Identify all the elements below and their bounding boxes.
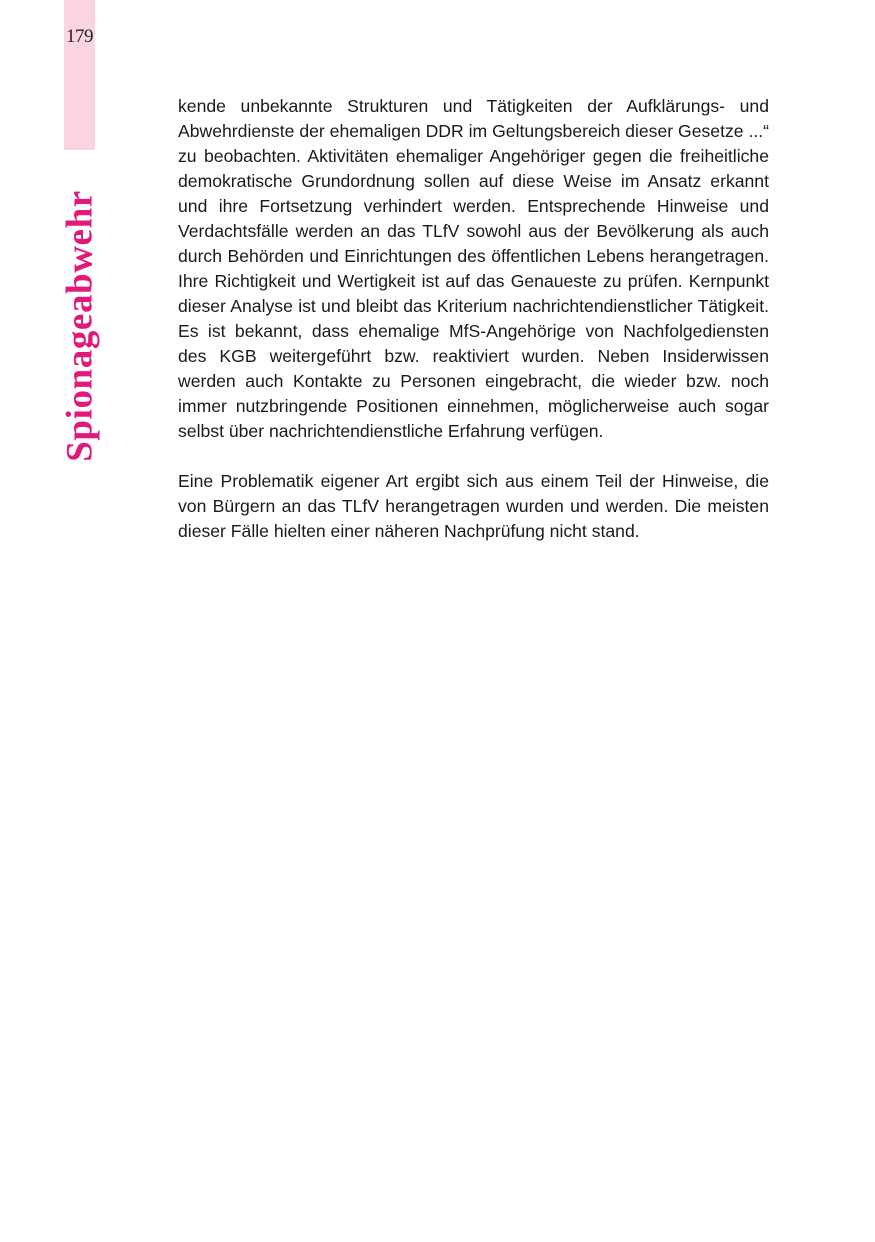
paragraph: kende unbekannte Strukturen und Tätigkeiten der Aufklärungs- und Abwehrdienste der ehemaligen DDR im Geltungsbereich dieser Gesetze ...“ zu beobachten. Aktivitäten ehemaliger Angehöriger gegen die freiheitliche demokratische Grundordnung sollen auf diese Weise im Ansatz erkannt und ihre Fortsetzung verhindert werden. Entsprechende Hinweise und Verdachtsfälle werden an das TLfV sowohl aus der Bevölkerung als auch durch Behörden und Einrichtungen des öffentlichen Lebens herangetragen. Ihre Richtigkeit und Wertigkeit ist auf das Genaueste zu prüfen. Kernpunkt dieser Analyse ist und bleibt das Kriterium nachrichtendienstlicher Tätigkeit. Es ist bekannt, dass ehemalige MfS-Angehörige von Nachfolgediensten des KGB weitergeführt bzw. reaktiviert wurden. Neben Insiderwissen werden auch Kontakte zu Personen eingebracht, die wieder bzw. noch immer nutzbringende Positionen einnehmen, möglicherweise auch sogar selbst über nachrichtendienstliche Erfahrung verfügen. (178, 96, 769, 441)
paragraph: Eine Problematik eigener Art ergibt sich aus einem Teil der Hinweise, die von Bürgern an das TLfV herangetragen wurden und werden. Die meisten dieser Fälle hielten einer näheren Nachprüfung nicht stand. (178, 471, 769, 541)
section-title: Spionageabwehr (59, 190, 101, 462)
chapter-color-tab (64, 0, 95, 150)
page-number: 179 (66, 26, 93, 47)
body-text (178, 94, 769, 544)
